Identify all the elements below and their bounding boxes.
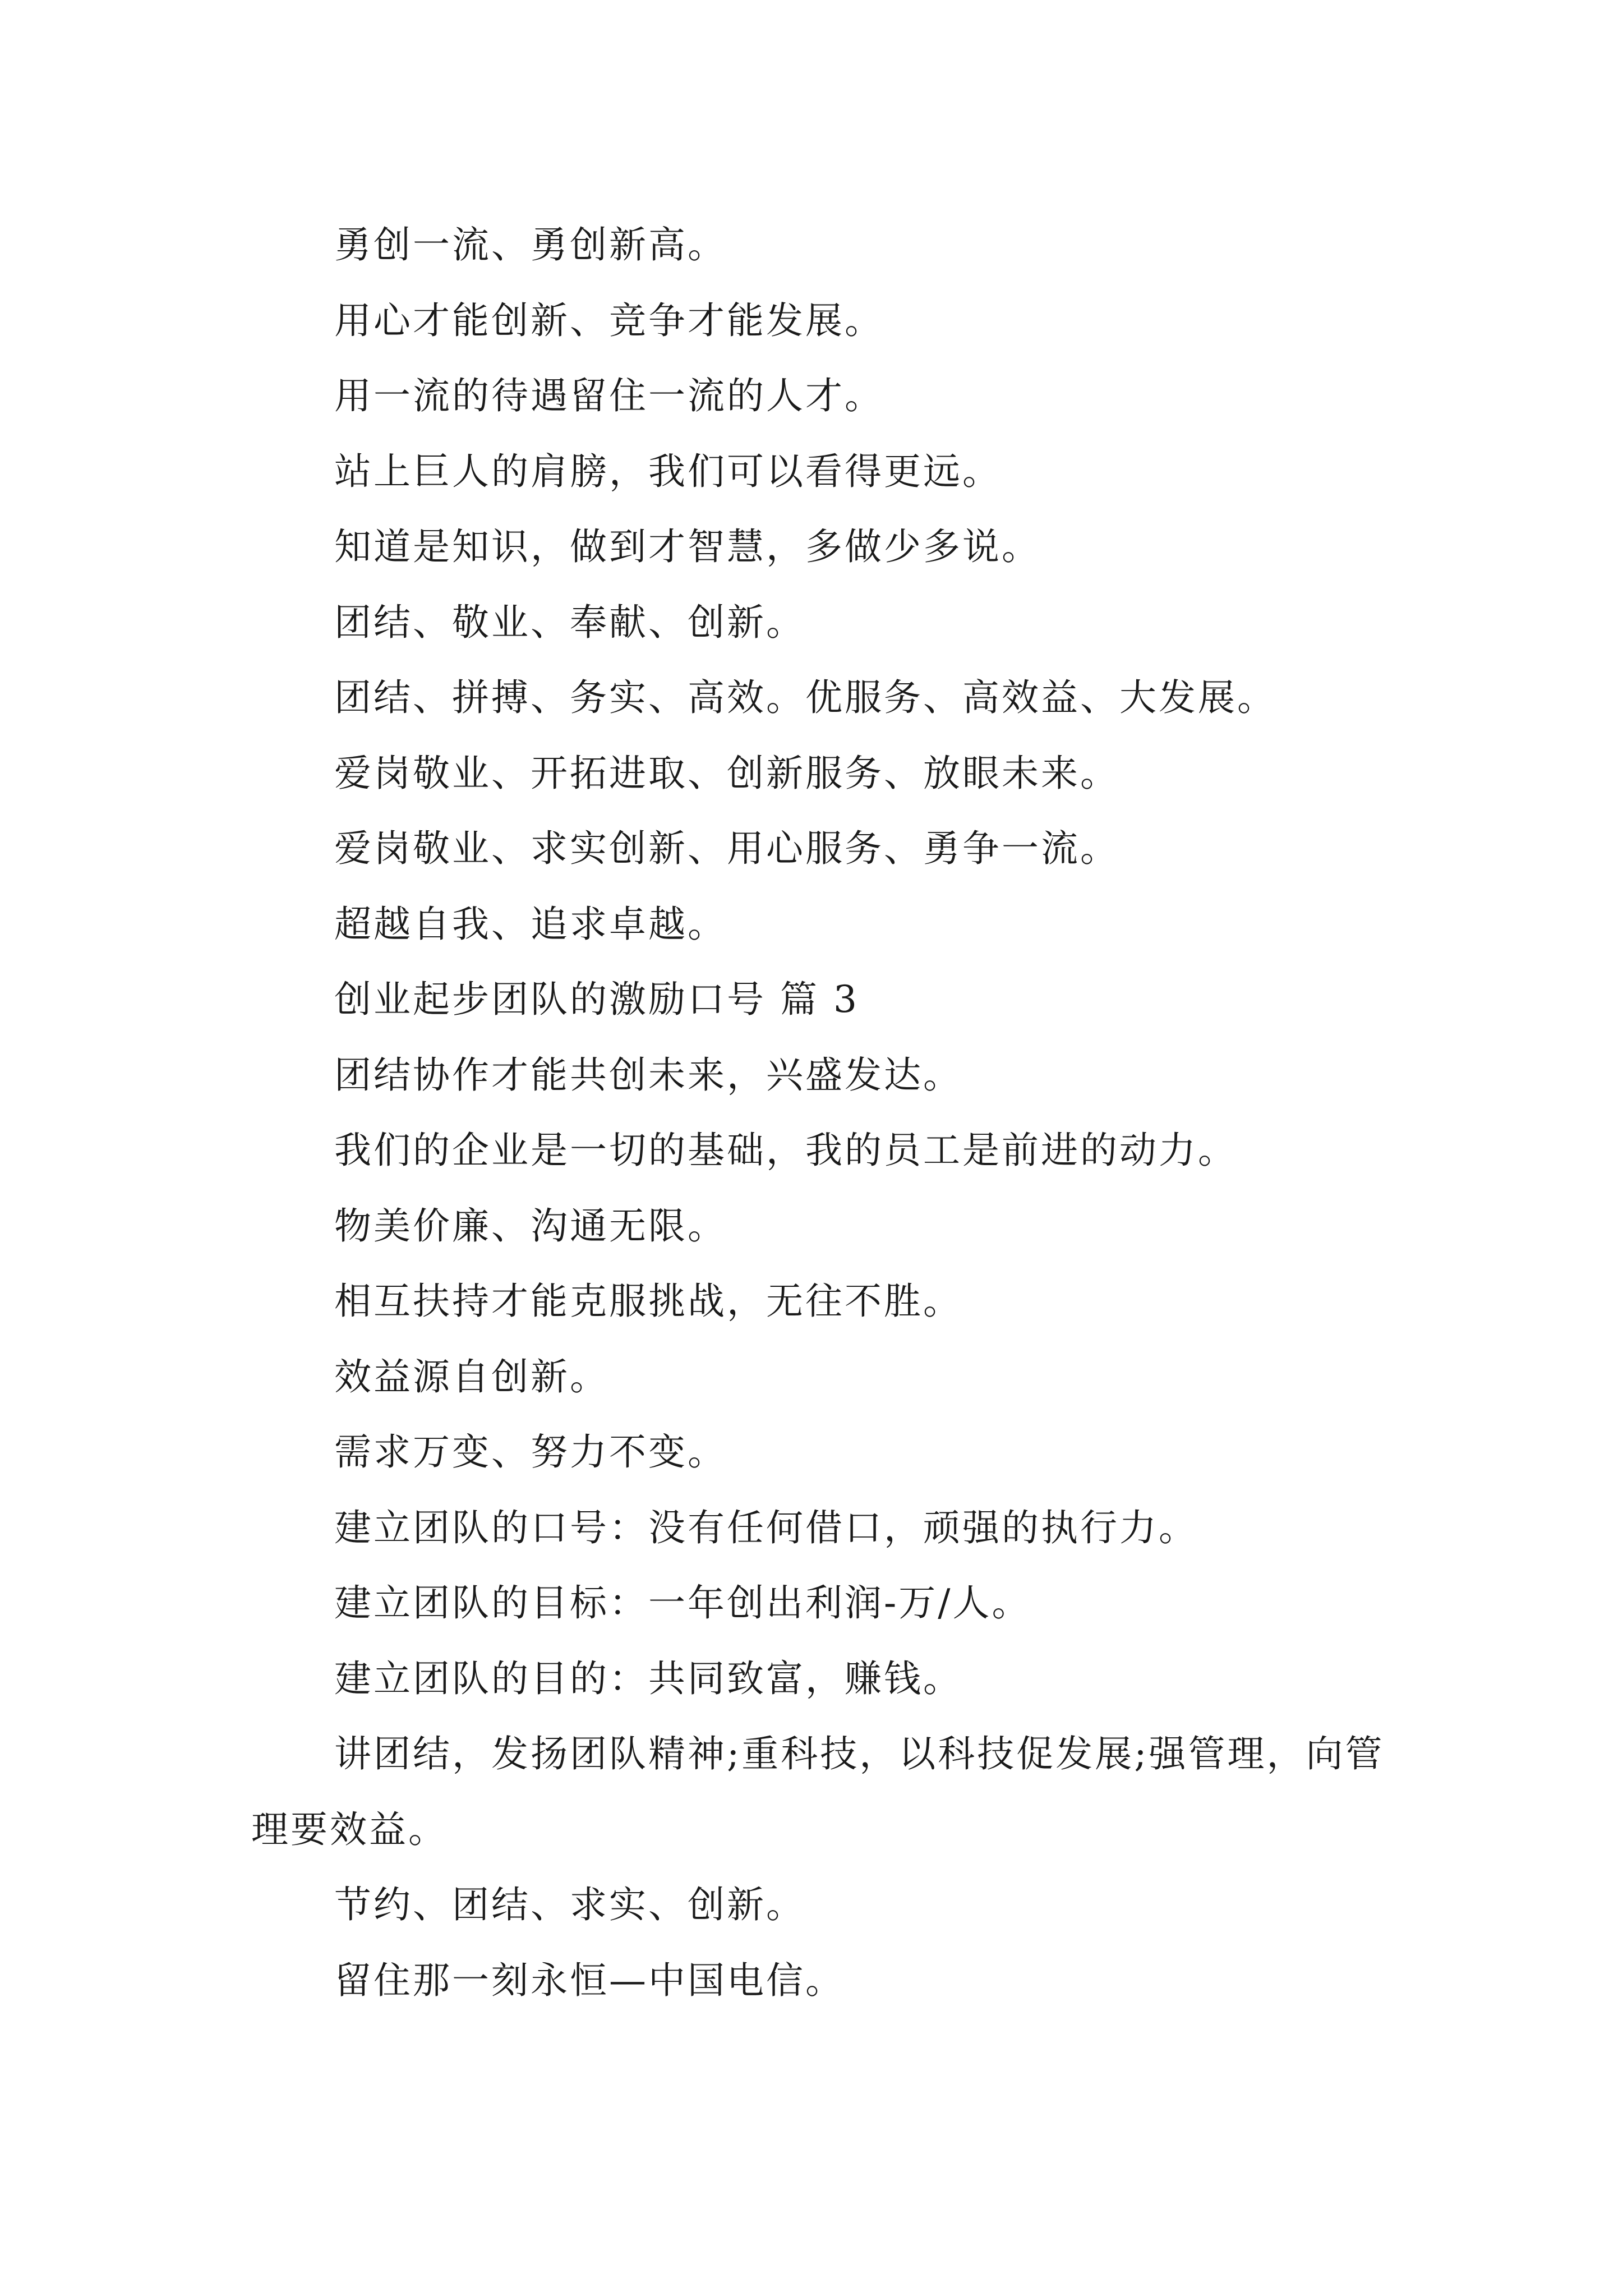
text-line: 爱岗敬业、求实创新、用心服务、勇争一流。 xyxy=(334,827,1119,870)
text-line: 用一流的待遇留住一流的人才。 xyxy=(334,374,884,417)
text-line: 勇创一流、勇创新高。 xyxy=(334,223,727,266)
text-line: 建立团队的目标：一年创出利润-万/人。 xyxy=(334,1581,1031,1625)
wrapped-paragraph: 讲团结，发扬团队精神;重科技，以科技促发展;强管理，向管理要效益。 xyxy=(251,1732,1385,1851)
text-line: 建立团队的口号：没有任何借口，顽强的执行力。 xyxy=(334,1506,1198,1549)
section-heading: 创业起步团队的激励口号 篇 3 xyxy=(334,978,859,1021)
text-line: 物美价廉、沟通无限。 xyxy=(334,1204,727,1248)
text-line: 建立团队的目的：共同致富，赚钱。 xyxy=(334,1657,962,1700)
text-line: 留住那一刻永恒—中国电信。 xyxy=(334,1958,845,2002)
text-line: 效益源自创新。 xyxy=(334,1355,609,1398)
text-line: 团结协作才能共创未来，兴盛发达。 xyxy=(334,1053,962,1097)
text-line: 超越自我、追求卓越。 xyxy=(334,902,727,946)
text-line: 需求万变、努力不变。 xyxy=(334,1430,727,1474)
text-line: 团结、拼搏、务实、高效。优服务、高效益、大发展。 xyxy=(334,676,1276,719)
text-line: 团结、敬业、奉献、创新。 xyxy=(334,600,805,644)
text-line: 知道是知识，做到才智慧，多做少多说。 xyxy=(334,525,1041,568)
text-line: 爱岗敬业、开拓进取、创新服务、放眼未来。 xyxy=(334,751,1119,795)
text-line: 节约、团结、求实、创新。 xyxy=(334,1883,805,1926)
text-line: 站上巨人的肩膀，我们可以看得更远。 xyxy=(334,449,1002,493)
text-line: 用心才能创新、竞争才能发展。 xyxy=(334,298,884,342)
document-body xyxy=(251,208,1407,2018)
text-line: 相互扶持才能克服挑战，无往不胜。 xyxy=(334,1280,962,1323)
text-line: 我们的企业是一切的基础，我的员工是前进的动力。 xyxy=(334,1129,1237,1172)
